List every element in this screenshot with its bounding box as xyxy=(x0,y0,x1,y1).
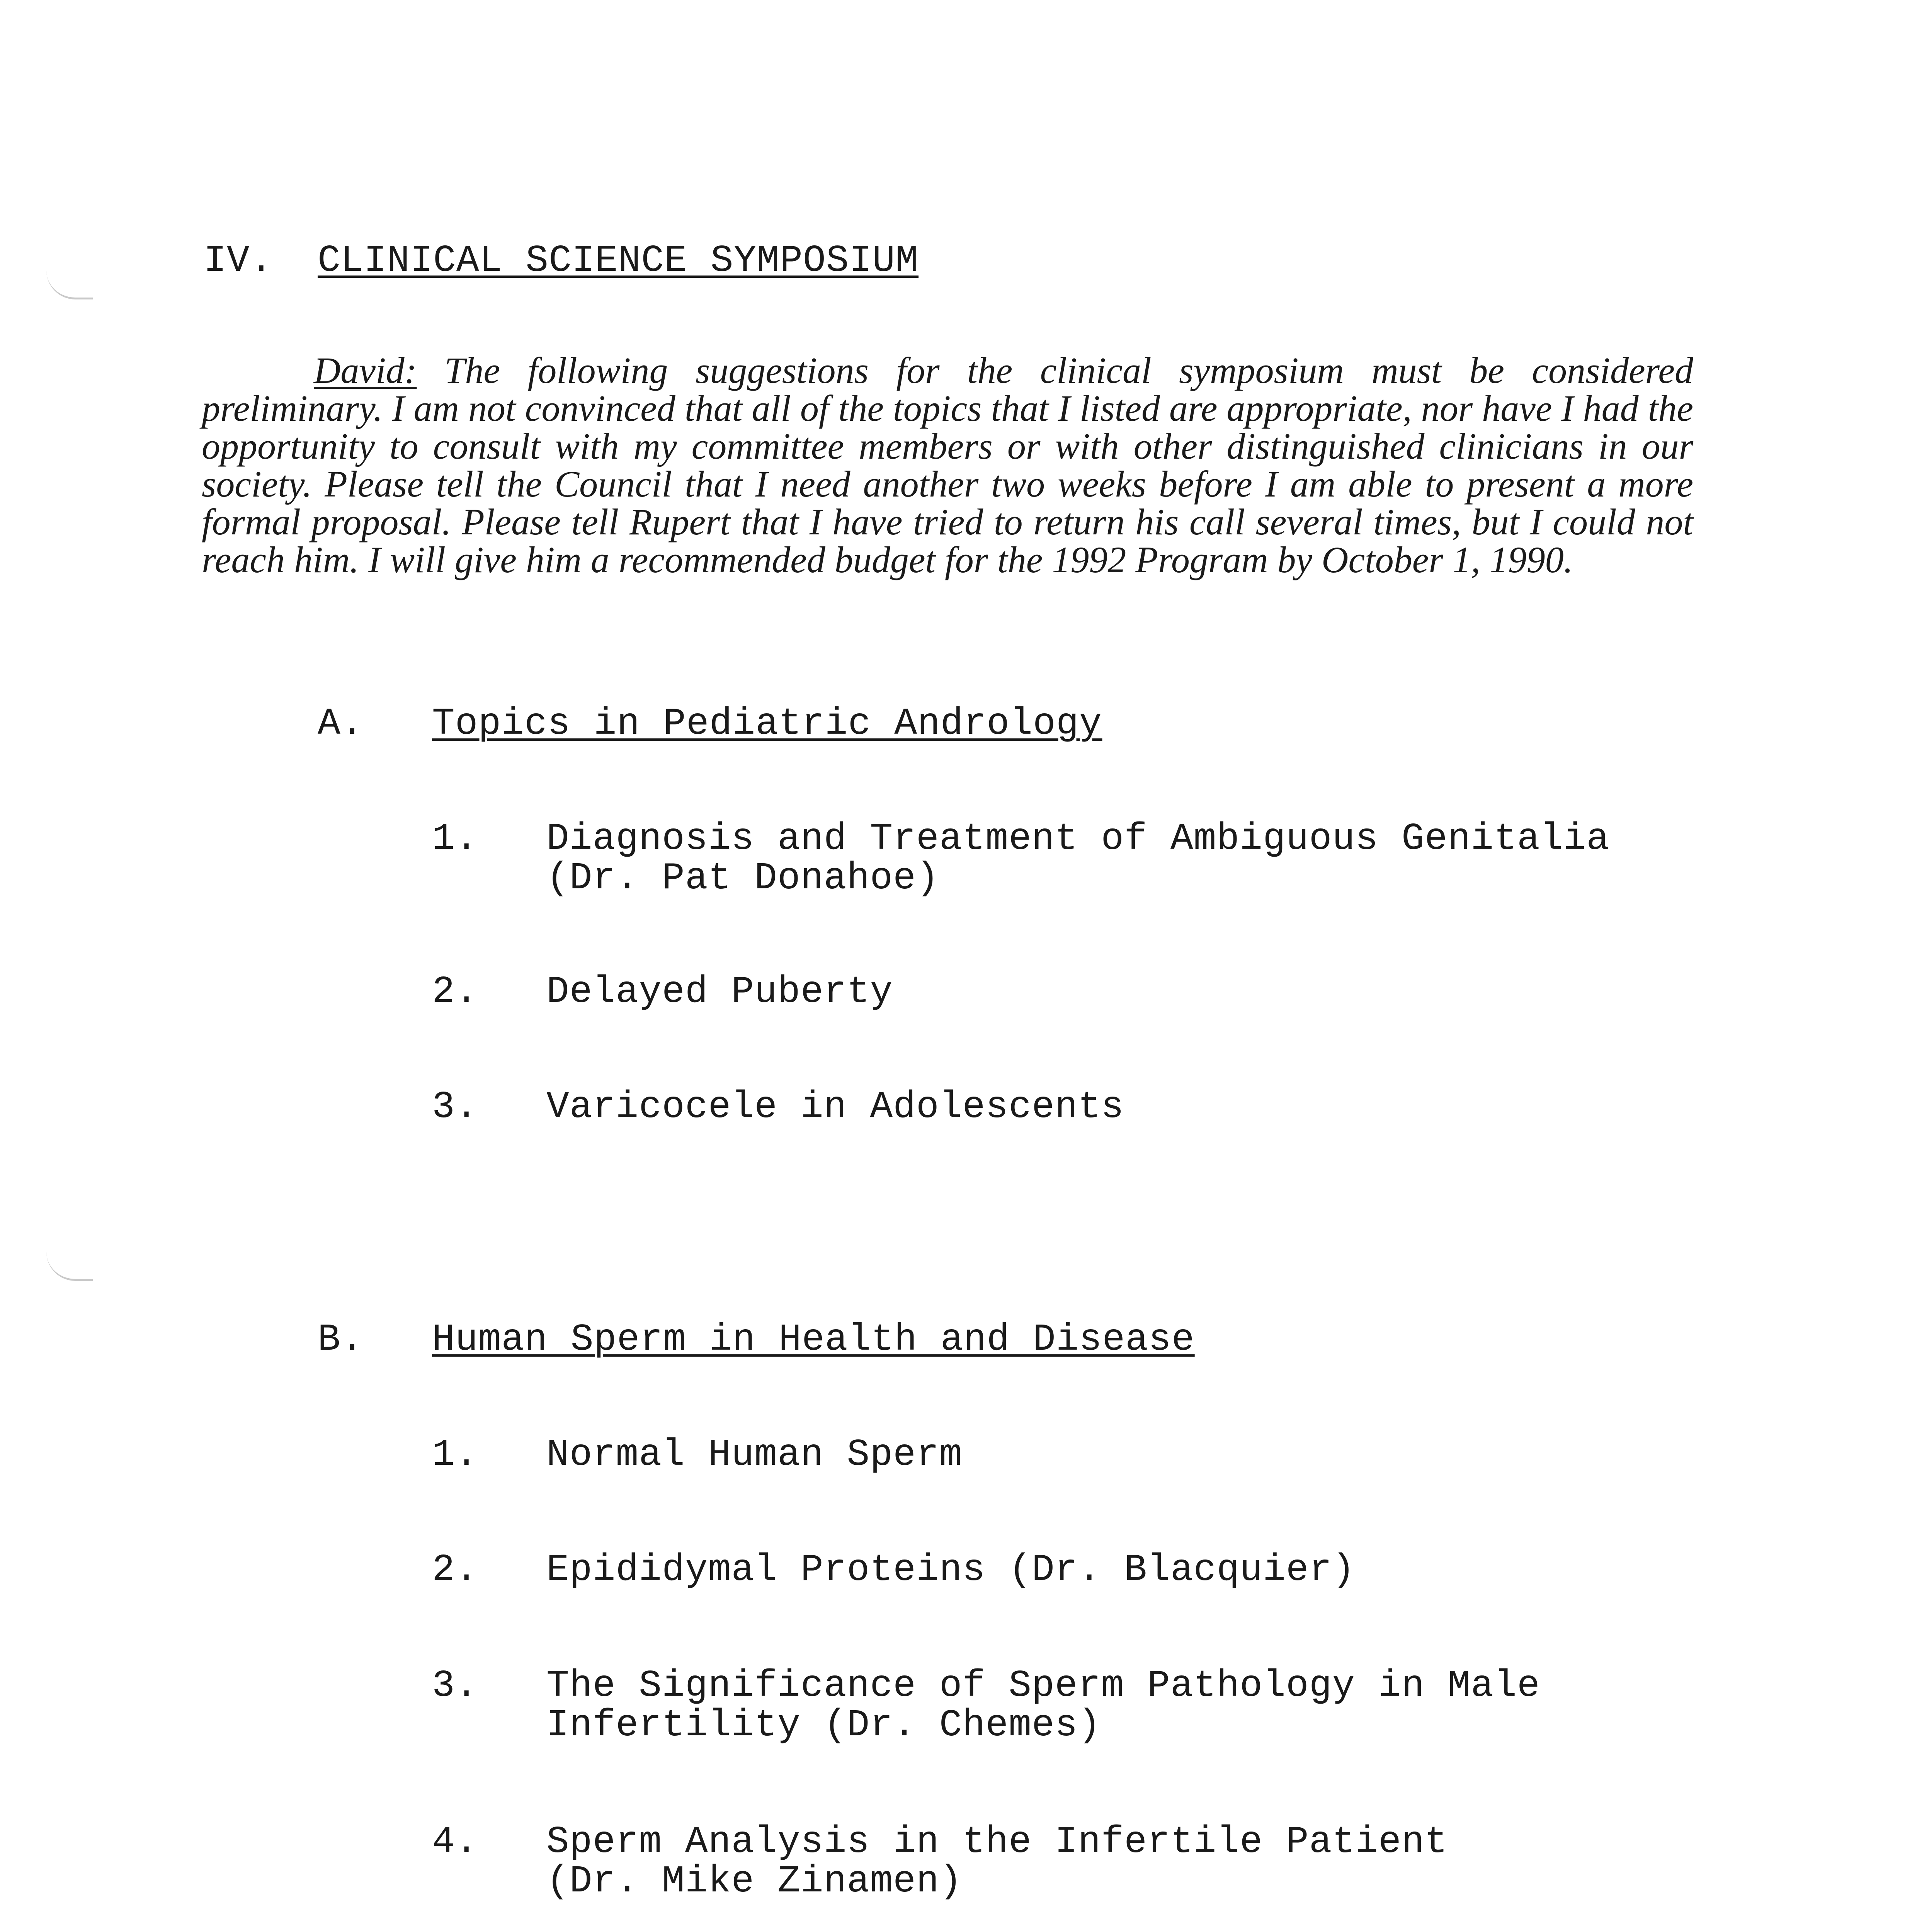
topic-b-item-text: Sperm Analysis in the Infertile Patient xyxy=(546,1821,1448,1864)
section-number: IV. xyxy=(204,240,273,282)
topic-b-item-text: Epididymal Proteins (Dr. Blacquier) xyxy=(546,1549,1356,1592)
topic-a-item-number: 1. xyxy=(432,818,478,861)
topic-b-item-number: 3. xyxy=(432,1665,478,1708)
topic-a-item-text: Varicocele in Adolescents xyxy=(546,1086,1124,1129)
topic-a-item-text: Diagnosis and Treatment of Ambiguous Genitalia xyxy=(546,818,1610,861)
topic-a-title: Topics in Pediatric Andrology xyxy=(432,702,1102,745)
topic-b-item-number: 1. xyxy=(432,1434,478,1476)
topic-b-item-text: Normal Human Sperm xyxy=(546,1434,963,1476)
topic-a-item-text-cont: (Dr. Pat Donahoe) xyxy=(546,857,939,900)
topic-a-letter: A. xyxy=(318,702,364,745)
memo-addressee: David: xyxy=(314,350,417,391)
topic-b-item-number: 2. xyxy=(432,1549,478,1592)
topic-b-title: Human Sperm in Health and Disease xyxy=(432,1318,1195,1361)
section-title: CLINICAL SCIENCE SYMPOSIUM xyxy=(318,240,919,282)
topic-a-item-number: 2. xyxy=(432,971,478,1014)
memo-body: The following suggestions for the clinical symposium must be considered preliminary. I am not convinced that all of the topics that I listed are appropriate, nor have I had the opportunity to consult with my committee members or with other distinguished clinicians in our society. Please tell the Council that I need another two weeks before I am able to present a more formal proposal. Please tell Rupert that I have tried to return his call several times, but I could not reach him. I will give him a recommended budget for the 1992 Program by October 1, 1990. xyxy=(202,350,1693,580)
memo-note xyxy=(202,352,1693,579)
topic-a-item-text: Delayed Puberty xyxy=(546,971,893,1014)
topic-b-item-number: 4. xyxy=(432,1821,478,1864)
topic-a-item-number: 3. xyxy=(432,1086,478,1129)
punch-hole-mark xyxy=(46,1252,93,1281)
topic-b-item-text-cont: Infertility (Dr. Chemes) xyxy=(546,1704,1101,1747)
topic-b-item-text: The Significance of Sperm Pathology in Male xyxy=(546,1665,1540,1708)
topic-b-item-text-cont: (Dr. Mike Zinamen) xyxy=(546,1860,963,1903)
punch-hole-mark xyxy=(46,270,93,299)
topic-b-letter: B. xyxy=(318,1318,364,1361)
